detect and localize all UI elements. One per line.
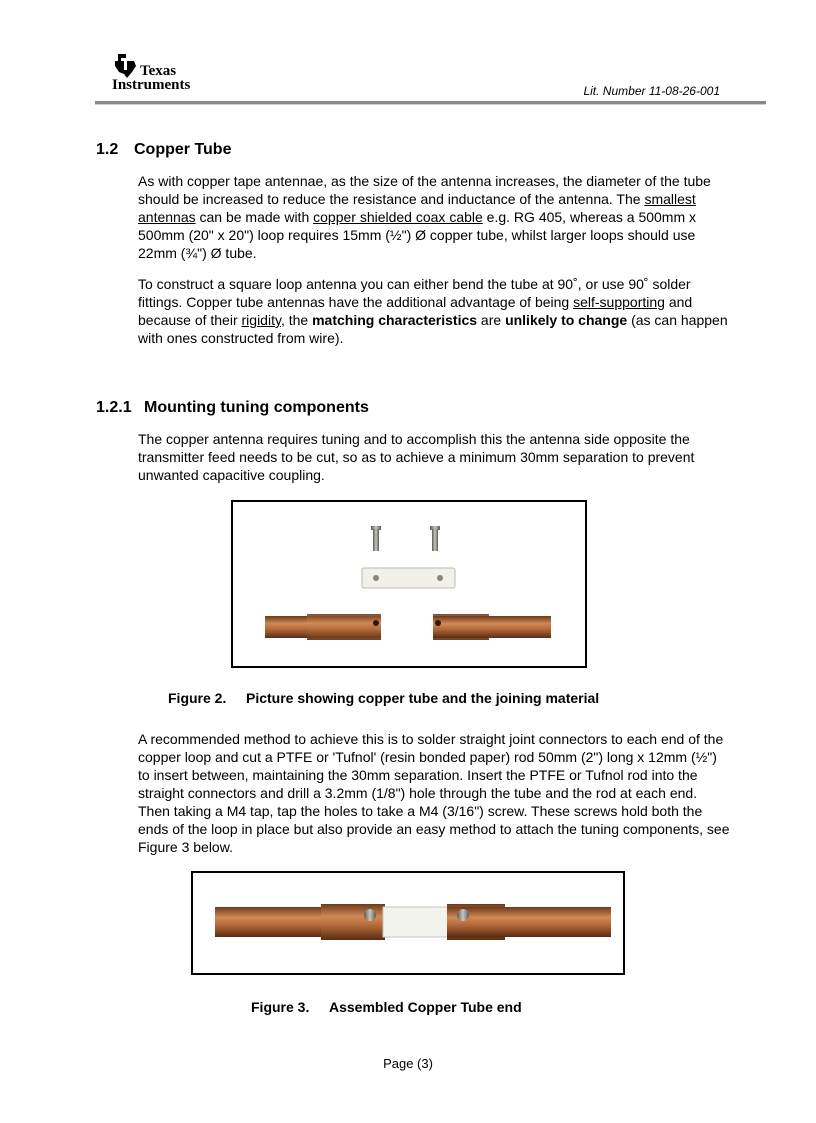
- paragraph-square-loop: To construct a square loop antenna you can either bend the tube at 90˚, or use 90˚ solder fittings. Copper tube antennas have the additional advantage of being self-supporting and because of their rigidity, the matching characteristics are unlikely to change (as can happen with ones constructed from wire).: [138, 276, 728, 346]
- ptfe-rod: [362, 568, 455, 588]
- lit-number: Lit. Number 11-08-26-001: [583, 84, 720, 98]
- ti-logo: [112, 52, 232, 96]
- term-rigidity: rigidity: [241, 312, 281, 328]
- header-rule-shadow: [95, 104, 766, 105]
- figure-label: Figure 3.: [251, 999, 310, 1015]
- figure-label: Figure 2.: [168, 690, 227, 706]
- assembled-ptfe-rod: [383, 907, 449, 937]
- logo-text-texas: Texas: [140, 63, 177, 79]
- section-number: 1.2: [96, 141, 119, 158]
- paragraph-copper-tube-size: As with copper tape antennae, as the size of the antenna increases, the diameter of the tube should be increased to reduce the resistance and inductance of the antenna. The smallest antennas can be made with copper shielded coax cable e.g. RG 405, whereas a 500mm x 500mm (20" x 20") loop requires 15mm (½") Ø copper tube, whilst larger loops should use 22mm (¾") Ø tube.: [138, 173, 711, 261]
- term-matching-characteristics: matching characteristics: [312, 312, 478, 328]
- page-number: Page (3): [383, 1056, 433, 1071]
- section-title: Copper Tube: [134, 141, 232, 158]
- section-heading-1-2-1: [96, 399, 369, 417]
- section-heading-1-2: [96, 141, 231, 159]
- figure-3-image: [191, 871, 625, 975]
- section-title: Mounting tuning components: [144, 399, 369, 416]
- term-coax-cable: copper shielded coax cable: [313, 209, 483, 225]
- figure-3-caption: [251, 999, 522, 1015]
- assembled-tube-right: [447, 904, 611, 940]
- term-smallest-antennas: smallest antennas: [138, 191, 696, 225]
- paragraph-recommended-method: A recommended method to achieve this is to solder straight joint connectors to each end of the copper loop and cut a PTFE or 'Tufnol' (resin bonded paper) rod 50mm (2") long x 12mm (½") to insert between, maintaining the 30mm separation. Insert the PTFE or Tufnol rod into the straight connectors and drill a 3.2mm (1/8") hole through the tube and the rod at each end. Then taking a M4 tap, tap the holes to take a M4 (3/16") screw. These screws hold both the ends of the loop in place but also provide an easy method to attach the tuning components, see Figure 3 below.: [138, 731, 730, 855]
- term-unlikely-to-change: unlikely to change: [505, 312, 628, 328]
- texas-state-icon: [115, 54, 136, 78]
- copper-tube-left: [265, 614, 381, 640]
- term-self-supporting: self-supporting: [573, 294, 665, 310]
- figure-caption-text: Picture showing copper tube and the joining material: [246, 690, 600, 706]
- screw-left: [371, 526, 381, 551]
- assembled-tube-left: [215, 904, 385, 940]
- logo-text-instruments: Instruments: [112, 77, 191, 93]
- screw-right: [430, 526, 440, 551]
- figure-2-caption: [168, 690, 599, 706]
- section-number: 1.2.1: [96, 399, 132, 416]
- paragraph-tuning-requirement: The copper antenna requires tuning and to accomplish this the antenna side opposite the transmitter feed needs to be cut, so as to achieve a minimum 30mm separation to prevent unwanted capacitive coupling.: [138, 431, 695, 483]
- copper-tube-right: [433, 614, 551, 640]
- figure-2-image: [231, 500, 587, 668]
- figure-caption-text: Assembled Copper Tube end: [329, 999, 522, 1015]
